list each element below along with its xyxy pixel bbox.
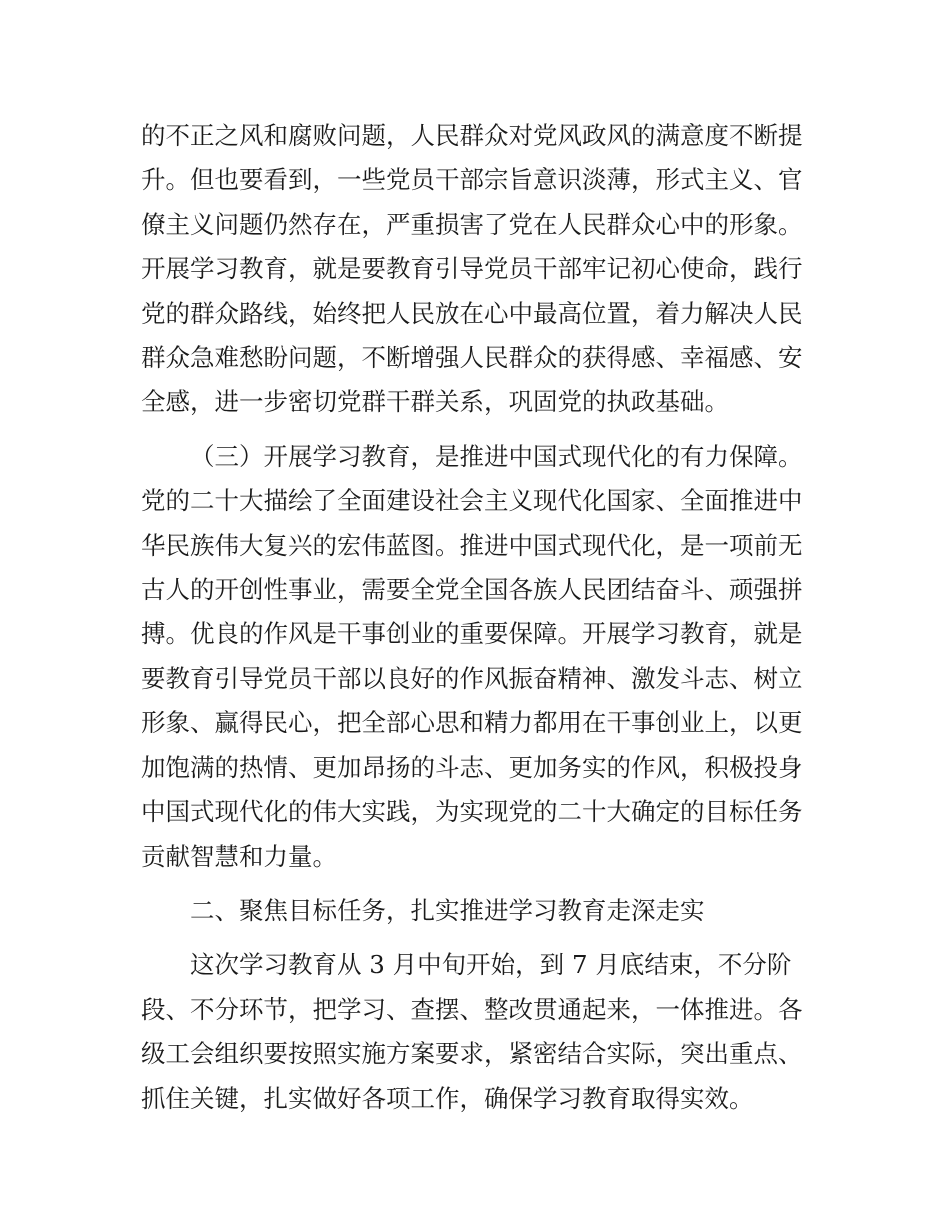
text-line: 僚主义问题仍然存在，严重损害了党在人民群众心中的形象。 — [141, 209, 803, 239]
text-line: 贡献智慧和力量。 — [141, 841, 337, 871]
text-line: 段、不分环节，把学习、查摆、整改贯通起来，一体推进。各 — [141, 994, 803, 1024]
text-line: 开展学习教育，就是要教育引导党员干部牢记初心使命，践行 — [141, 254, 803, 284]
paragraph-party-style-satisfaction — [141, 114, 809, 425]
text-line: 要教育引导党员干部以良好的作风振奋精神、激发斗志、树立 — [141, 663, 803, 693]
text-line: 中国式现代化的伟大实践，为实现党的二十大确定的目标任务 — [141, 797, 803, 827]
section-heading — [141, 889, 809, 933]
paragraph-learning-schedule — [141, 943, 809, 1121]
paragraph-modernization-guarantee — [141, 435, 809, 879]
text-line: 的不正之风和腐败问题，人民群众对党风政风的满意度不断提 — [141, 121, 803, 150]
text-line: 这次学习教育从 3 月中旬开始，到 7 月底结束，不分阶 — [190, 950, 792, 980]
text-line: 搏。优良的作风是干事创业的重要保障。开展学习教育，就是 — [141, 619, 803, 649]
text-line: 华民族伟大复兴的宏伟蓝图。推进中国式现代化，是一项前无 — [141, 530, 803, 560]
text-line: 加饱满的热情、更加昂扬的斗志、更加务实的作风，积极投身 — [141, 752, 803, 782]
text-line: 抓住关键，扎实做好各项工作，确保学习教育取得实效。 — [141, 1083, 754, 1113]
subsection-heading-line: （三）开展学习教育，是推进中国式现代化的有力保障。 — [190, 441, 803, 471]
text-line: 升。但也要看到，一些党员干部宗旨意识淡薄，形式主义、官 — [141, 165, 803, 195]
section-heading-text: 二、聚焦目标任务，扎实推进学习教育走深走实 — [190, 895, 705, 925]
text-line: 群众急难愁盼问题，不断增强人民群众的获得感、幸福感、安 — [141, 343, 803, 373]
text-line: 全感，进一步密切党群干群关系，巩固党的执政基础。 — [141, 387, 729, 417]
text-line: 古人的开创性事业，需要全党全国各族人民团结奋斗、顽强拼 — [141, 575, 803, 605]
document-body — [141, 114, 809, 1131]
text-line: 党的二十大描绘了全面建设社会主义现代化国家、全面推进中 — [141, 486, 803, 516]
text-line: 党的群众路线，始终把人民放在心中最高位置，着力解决人民 — [141, 298, 803, 328]
text-line: 级工会组织要按照实施方案要求，紧密结合实际，突出重点、 — [141, 1039, 803, 1069]
text-line: 形象、赢得民心，把全部心思和精力都用在干事创业上，以更 — [141, 708, 803, 738]
